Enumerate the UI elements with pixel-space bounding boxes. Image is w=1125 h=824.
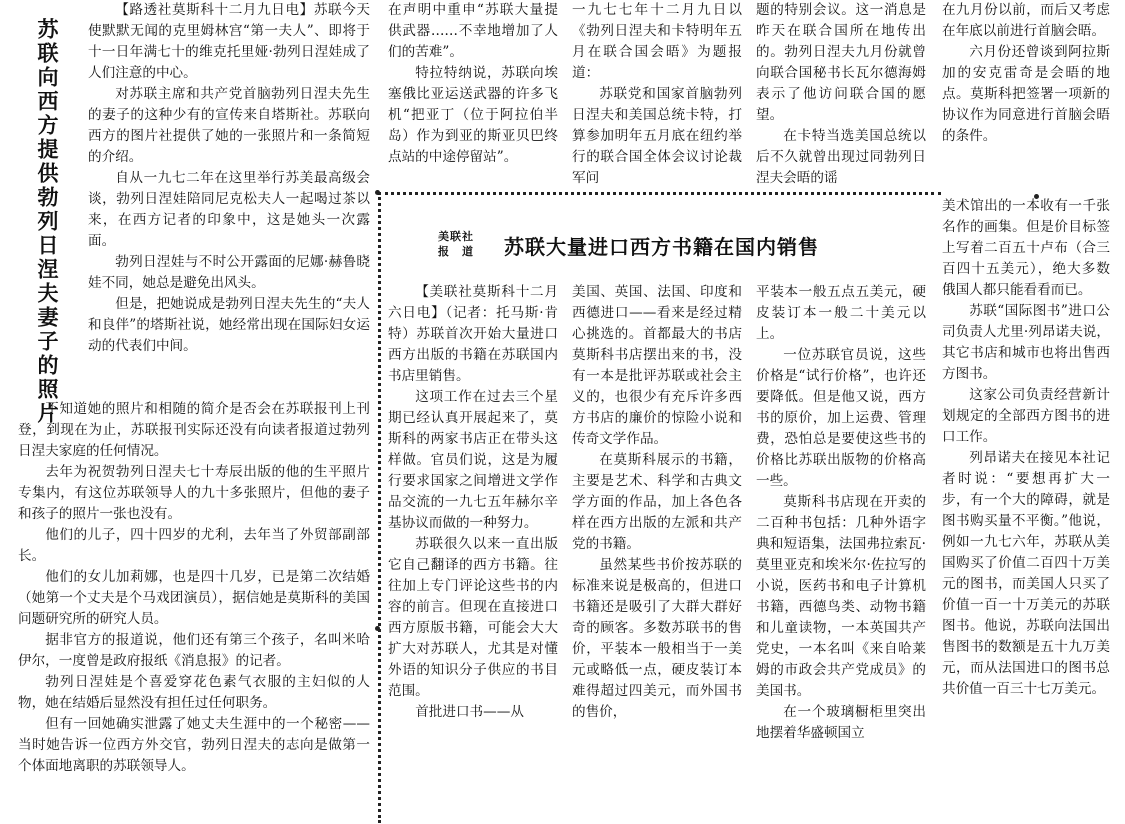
- top-paragraph: 苏联党和国家首脑勃列日涅夫和美国总统卡特，打算参加明年五月底在纽约举行的联合国全体会议讨论裁军问: [572, 86, 742, 186]
- article2-paragraph: 首批进口书——从: [415, 704, 524, 720]
- top-paragraph: 在九月份以前，而后又考虑在年底以前进行首脑会晤。: [942, 2, 1110, 39]
- article2-headline: 苏联大量进口西方书籍在国内销售: [504, 235, 819, 259]
- box-corner-dot: [375, 626, 380, 631]
- article2-paragraph: 苏联很久以来一直出版它自己翻译的西方书籍。往往加上专门评论这些书的内容的前言。但现在直接进口西方原版书籍，可能会大大扩大对苏联人，尤其是对懂外语的知识分子供应的书目范围。: [388, 536, 558, 699]
- top-paragraph: 特拉特纳说，苏联向埃塞俄比亚运送武器的许多飞机“把亚丁（位于阿拉伯半岛）作为到亚的斯亚贝巴终点站的中途停留站”。: [388, 65, 558, 165]
- article2-paragraph: 一位苏联官员说，这些价格是“试行价格”，也许还要降低。但是他又说，西方书的原价，加上运费、管理费，恐怕总是要使这些书的价格比苏联出版物的价格高一些。: [756, 347, 926, 489]
- article1-paragraph: 但有一回她确实泄露了她丈夫生涯中的一个秘密——当时她告诉一位西方外交官，勃列日涅夫的志向是做第一个体面地离职的苏联领导人。: [18, 716, 370, 774]
- article2-paragraph: 苏联“国际图书”进口公司负责人尤里·列昂诺夫说，其它书店和城市也将出售西方图书。: [942, 303, 1110, 382]
- top-paragraph: 在声明中重申“苏联大量提供武器……不幸地增加了人们的苦难”。: [388, 2, 558, 60]
- article1-paragraph: 但是，把她说成是勃列日涅夫先生的“夫人和良伴”的塔斯社说，她经常出现在国际妇女运动的代表们中间。: [88, 296, 370, 354]
- article1-paragraph: 据非官方的报道说，他们还有第三个孩子，名叫米哈伊尔，一度曾是政府报纸《消息报》的记者。: [18, 632, 370, 669]
- article1-paragraph: 对苏联主席和共产党首脑勃列日涅夫先生的妻子的这种少有的宣传来自塔斯社。苏联向西方的图片社提供了她的一张照片和一条简短的介绍。: [88, 86, 370, 165]
- top-paragraph: 在卡特当选美国总统以后不久就曾出现过同勃列日涅夫会晤的谣: [756, 128, 926, 186]
- article2-paragraph: 虽然某些书价按苏联的标准来说是极高的，但进口书籍还是吸引了大群大群好奇的顾客。多数苏联书的售价，平装本一般相当于一美元或略低一点，硬皮装订本难得超过四美元，而外国书的售价，: [572, 557, 742, 720]
- article-vertical-headline: 苏联向西方提供勃列日涅夫妻子的照片: [35, 18, 60, 426]
- top-article-column-4: [942, 0, 1110, 147]
- article1-body-lower: [18, 399, 370, 777]
- article1-paragraph: 去年为祝贺勃列日涅夫七十寿辰出版的他的生平照片专集内，有这位苏联领导人的九十多张照片，但他的妻子和孩子的照片一张也没有。: [18, 464, 370, 522]
- top-paragraph: 一九七七年十二月九日以《勃列日涅夫和卡特明年五月在联合国会晤》为题报道：: [572, 2, 742, 81]
- article2-paragraph: 这项工作在过去三个星期已经认真开展起来了，莫斯科的两家书店正在带头这样做。官员们说，这是为履行要求国家之间增进文学作品交流的一九七五年赫尔辛基协议而做的一种努力。: [388, 389, 558, 531]
- article2-paragraph: 列昂诺夫在接见本社记者时说：“要想再扩大一步，有一个大的障碍，就是图书购买量不平衡。”他说，例如一九七六年，苏联从美国购买了价值二百四十万美元的图书，而美国人只买了价值一百一十万美元的苏联图书。他说，苏联向法国出售图书的数额是五十九万美元，而从法国进口的图书总共价值一百三十七万美元。: [942, 450, 1110, 697]
- article2-column-3: [756, 282, 926, 744]
- article1-paragraph: 他们的女儿加莉娜，也是四十几岁，已是第二次结婚（她第一个丈夫是个马戏团演员），据信她是莫斯科的美国问题研究所的研究人员。: [18, 569, 370, 627]
- article2-paragraph: 美术馆出的一本收有一千张名作的画集。但是价目标签上写着二百五十卢布（合三百四十五美元），绝大多数俄国人都只能看看而已。: [942, 198, 1110, 298]
- top-paragraph: 六月份还曾谈到阿拉斯加的安克雷奇是会晤的地点。莫斯科把签署一项新的协议作为同意进行首脑会晤的条件。: [942, 44, 1110, 144]
- article2-paragraph: 【美联社莫斯科十二月六日电】（记者：托马斯·肯特）苏联首次开始大量进口西方出版的书籍在苏联国内书店里销售。: [388, 284, 558, 384]
- top-article-column-1: [388, 0, 558, 168]
- article2-column-4: [942, 196, 1110, 700]
- article1-paragraph: 【路透社莫斯科十二月九日电】苏联今天使默默无闻的克里姆林宫“第一夫人”、即将于十一日年满七十的维克托里娅·勃列日涅娃成了人们注意的中心。: [88, 2, 370, 81]
- byline-line: 美联社: [438, 230, 474, 243]
- article2-paragraph: 莫斯科书店现在开卖的二百种书包括：几种外语字典和短语集，法国弗拉索瓦·莫里亚克和埃米尔·佐拉写的小说，医药书和电子计算机书籍，西德鸟类、动物书籍和儿童读物，一本英国共产党史，一本名叫《来自哈莱姆的市政会共产党成员》的美国书。: [756, 494, 926, 699]
- article2-paragraph: 这家公司负责经营新计划规定的全部西方图书的进口工作。: [942, 387, 1110, 445]
- article2-paragraph: 美国、英国、法国、印度和西德进口——看来是经过精心挑选的。首都最大的书店莫斯科书店摆出来的书，没有一本是批评苏联或社会主义的，也很少有充斥许多西方书店的廉价的惊险小说和传奇文学作品。: [572, 284, 742, 447]
- article2-column-1: [388, 282, 558, 723]
- top-paragraph: 题的特别会议。这一消息是昨天在联合国所在地传出的。勃列日涅夫九月份就曾向联合国秘书长瓦尔德海姆表示了他访问联合国的愿望。: [756, 2, 926, 123]
- article2-paragraph: 在一个玻璃橱柜里突出地摆着华盛顿国立: [756, 704, 926, 741]
- article1-paragraph: 自从一九七二年在这里举行苏美最高级会谈，勃列日涅娃陪同尼克松夫人一起喝过茶以来，在西方记者的印象中，这是她头一次露面。: [88, 170, 370, 249]
- top-article-column-2: [572, 0, 742, 189]
- article1-paragraph: 不知道她的照片和相随的简介是否会在苏联报刊上刊登，到现在为止，苏联报刊实际还没有向读者报道过勃列日涅夫家庭的任何情况。: [18, 401, 370, 459]
- article2-paragraph: 平装本一般五点五美元，硬皮装订本一般二十美元以上。: [756, 284, 926, 342]
- byline-line: 报 道: [438, 245, 474, 258]
- article1-paragraph: 他们的儿子，四十四岁的尤利，去年当了外贸部副部长。: [18, 527, 370, 564]
- article1-paragraph: 勃列日涅娃与不时公开露面的尼娜·赫鲁晓娃不同，她总是避免出风头。: [88, 254, 370, 291]
- article2-paragraph: 在莫斯科展示的书籍，主要是艺术、科学和古典文学方面的作品，加上各色各样在西方出版的左派和共产党的书籍。: [572, 452, 742, 552]
- box-corner-dot: [375, 190, 380, 195]
- article1-paragraph: 勃列日涅娃是个喜爱穿花色素气衣服的主妇似的人物，她在结婚后显然没有担任过任何职务。: [18, 674, 370, 711]
- article1-body-upper: [88, 0, 370, 357]
- article2-column-2: [572, 282, 742, 723]
- top-article-column-3: [756, 0, 926, 189]
- article2-byline: [438, 229, 492, 259]
